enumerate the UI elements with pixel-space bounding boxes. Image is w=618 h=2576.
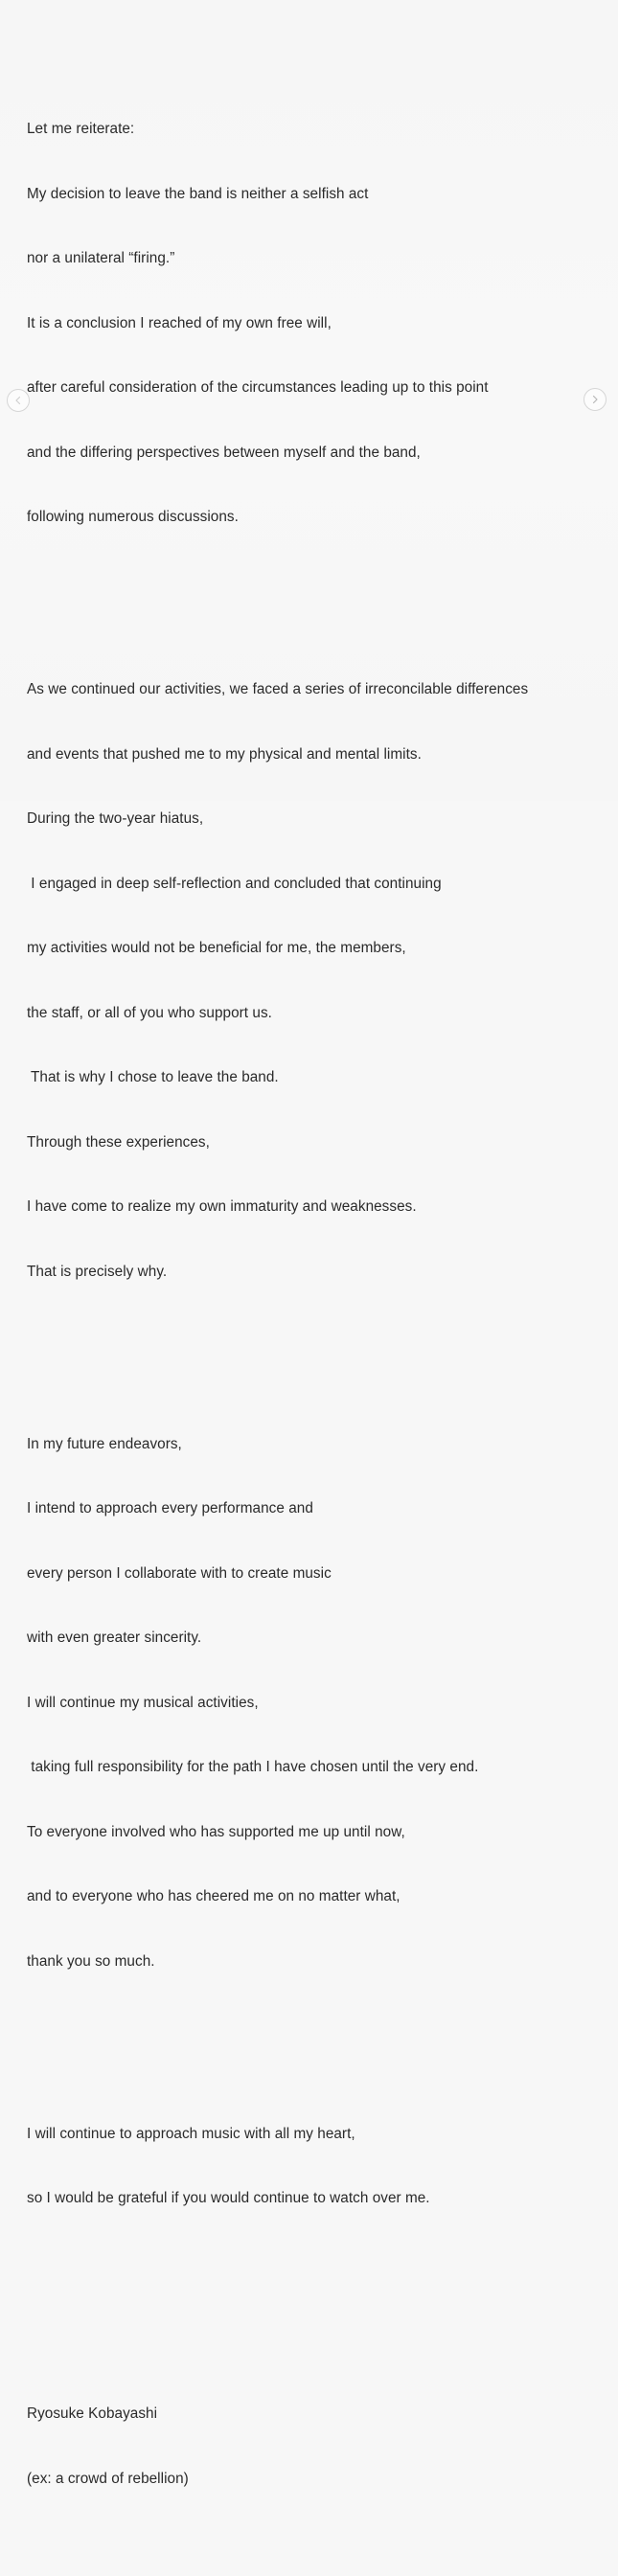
text-line: my activities would not be beneficial for me, the members,	[27, 940, 406, 956]
text-line: the staff, or all of you who support us.	[27, 1004, 272, 1021]
text-line: following numerous discussions.	[27, 509, 239, 525]
paragraph-1	[27, 76, 613, 572]
paragraph-2	[27, 636, 613, 1326]
text-line: To everyone involved who has supported me up until now,	[27, 1823, 405, 1840]
text-line: My decision to leave the band is neither a selfish act	[27, 185, 369, 202]
carousel-prev-button[interactable]	[7, 389, 30, 412]
text-line: taking full responsibility for the path I have chosen until the very end.	[27, 1759, 479, 1775]
text-line: and to everyone who has cheered me on no matter what,	[27, 1888, 401, 1904]
text-line: Let me reiterate:	[27, 121, 135, 137]
signature-affiliation: (ex: a crowd of rebellion)	[27, 2470, 189, 2487]
text-line: nor a unilateral “firing.”	[27, 250, 175, 266]
text-line: I engaged in deep self-reflection and concluded that continuing	[27, 875, 442, 892]
paragraph-4	[27, 2081, 613, 2253]
text-line: During the two-year hiatus,	[27, 810, 204, 827]
paragraph-3	[27, 1391, 613, 2017]
statement-text	[27, 33, 613, 2576]
text-line: That is precisely why.	[27, 1263, 168, 1280]
text-line: with even greater sincerity.	[27, 1630, 202, 1646]
text-line: I will continue to approach music with all my heart,	[27, 2125, 355, 2142]
text-line: That is why I chose to leave the band.	[27, 1069, 279, 1085]
text-line: Through these experiences,	[27, 1133, 210, 1151]
text-line: and events that pushed me to my physical and mental limits.	[27, 745, 422, 763]
chevron-left-icon	[13, 396, 23, 405]
text-line: so I would be grateful if you would continue to watch over me.	[27, 2190, 430, 2206]
chevron-right-icon	[590, 395, 600, 404]
text-line: As we continued our activities, we faced a series of irreconcilable differences	[27, 681, 529, 697]
signature	[27, 2360, 613, 2533]
text-line: I have come to realize my own immaturity and weaknesses.	[27, 1198, 417, 1215]
text-line: and the differing perspectives between myself and the band,	[27, 444, 421, 461]
text-line: every person I collaborate with to create music	[27, 1564, 332, 1582]
text-line: after careful consideration of the circumstances leading up to this point	[27, 379, 489, 396]
text-line: thank you so much.	[27, 1952, 155, 1970]
text-line: I intend to approach every performance and	[27, 1500, 313, 1516]
signature-name: Ryosuke Kobayashi	[27, 2405, 158, 2422]
text-line: In my future endeavors,	[27, 1435, 182, 1452]
text-line: It is a conclusion I reached of my own free will,	[27, 314, 332, 331]
text-line: I will continue my musical activities,	[27, 1694, 259, 1711]
carousel-next-button[interactable]	[584, 388, 607, 411]
